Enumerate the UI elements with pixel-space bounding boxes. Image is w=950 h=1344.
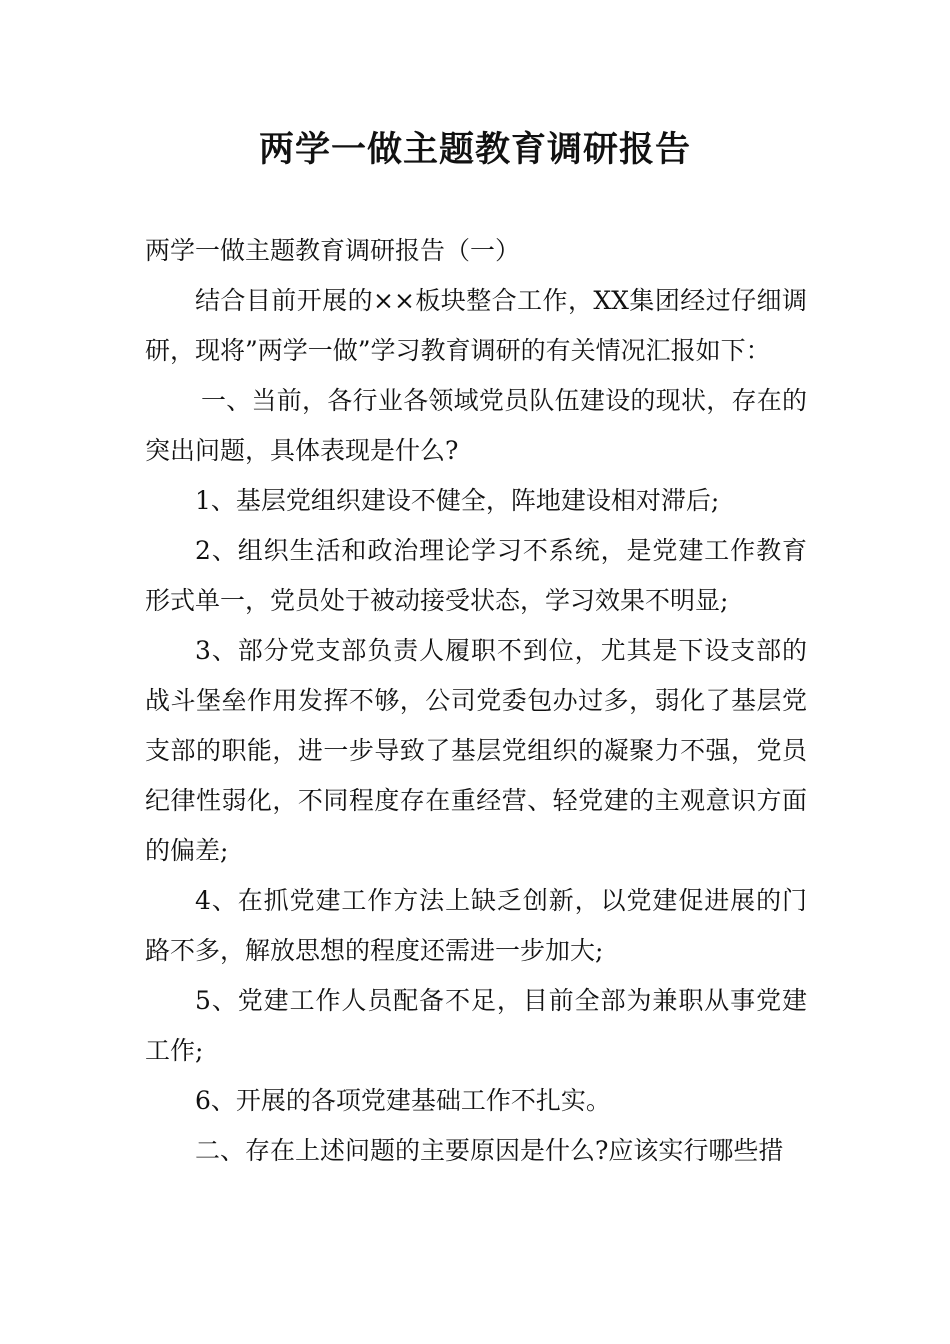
paragraph-item-4: 4、在抓党建工作方法上缺乏创新，以党建促进展的门路不多，解放思想的程度还需进一步加大; <box>145 886 807 965</box>
document-title: 两学一做主题教育调研报告 <box>258 130 691 170</box>
paragraph-item-6: 6、开展的各项党建基础工作不扎实。 <box>195 1086 611 1115</box>
paragraph-question-two: 二、存在上述问题的主要原因是什么?应该实行哪些措 <box>195 1136 784 1165</box>
document-body <box>145 226 807 1176</box>
paragraph-item-5: 5、党建工作人员配备不足，目前全部为兼职从事党建工作; <box>145 986 807 1065</box>
section-heading: 两学一做主题教育调研报告（一） <box>145 236 521 265</box>
paragraph-item-1: 1、基层党组织建设不健全，阵地建设相对滞后; <box>195 486 720 515</box>
paragraph-item-2: 2、组织生活和政治理论学习不系统，是党建工作教育形式单一，党员处于被动接受状态，学习效果不明显; <box>145 536 807 615</box>
paragraph-question-one: 一、当前，各行业各领域党员队伍建设的现状，存在的突出问题，具体表现是什么? <box>145 386 807 465</box>
paragraph-item-3: 3、部分党支部负责人履职不到位，尤其是下设支部的战斗堡垒作用发挥不够，公司党委包办过多，弱化了基层党支部的职能，进一步导致了基层党组织的凝聚力不强，党员纪律性弱化，不同程度存在重经营、轻党建的主观意识方面的偏差; <box>145 636 807 865</box>
paragraph-intro: 结合目前开展的××板块整合工作，XX集团经过仔细调研，现将”两学一做”学习教育调研的有关情况汇报如下： <box>145 286 807 365</box>
